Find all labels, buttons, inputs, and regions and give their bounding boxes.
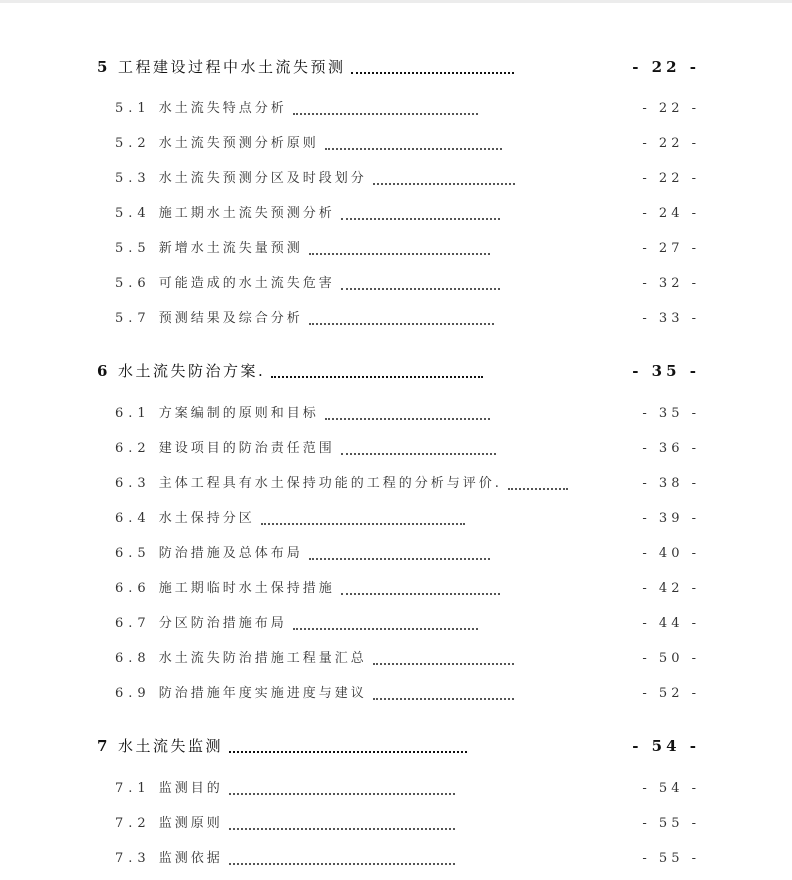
toc-entry-number: 6 [97, 362, 110, 380]
toc-entry-title [115, 403, 490, 425]
toc-entry-section-6-5[interactable] [0, 543, 792, 565]
toc-entry-section-5-5[interactable] [0, 238, 792, 260]
toc-entry-page: - 55 - [642, 851, 700, 866]
toc-entry-text: 方案编制的原则和目标 [158, 406, 319, 421]
toc-entry-page: - 33 - [642, 311, 700, 326]
toc-entry-section-7-3[interactable] [0, 848, 792, 870]
toc-entry-text: 水土流失防治方案. [117, 362, 266, 380]
toc-entry-text: 监测目的 [158, 781, 223, 796]
toc-entry-text: 新增水土流失量预测 [158, 241, 303, 256]
toc-entry-number: 5.7 [115, 311, 151, 326]
toc-entry-text: 水土流失特点分析 [158, 101, 287, 116]
toc-leader-dots [373, 684, 514, 700]
toc-entry-page: - 36 - [642, 441, 700, 456]
toc-entry-number: 7.3 [115, 851, 151, 866]
toc-entry-section-6-6[interactable] [0, 578, 792, 600]
toc-leader-dots [261, 509, 465, 525]
toc-entry-page: - 35 - [632, 362, 700, 380]
toc-entry-number: 6.3 [115, 476, 151, 491]
toc-entry-title [115, 848, 455, 870]
toc-entry-section-6-3[interactable] [0, 473, 792, 495]
toc-entry-number: 6.8 [115, 651, 151, 666]
toc-entry-title [115, 813, 455, 835]
toc-entry-number: 5.3 [115, 171, 151, 186]
toc-leader-dots [341, 439, 496, 455]
toc-entry-page: - 35 - [642, 406, 700, 421]
toc-entry-number: 6.6 [115, 581, 151, 596]
toc-entry-section-6-4[interactable] [0, 508, 792, 530]
toc-leader-dots [229, 737, 467, 753]
toc-entry-title [115, 543, 490, 565]
toc-entry-text: 监测依据 [158, 851, 223, 866]
toc-entry-page: - 44 - [642, 616, 700, 631]
toc-entry-title [115, 438, 496, 460]
toc-entry-number: 6.9 [115, 686, 151, 701]
toc-entry-number: 7.1 [115, 781, 151, 796]
toc-entry-text: 防治措施年度实施进度与建议 [158, 686, 367, 701]
toc-entry-title [115, 238, 490, 260]
toc-entry-section-5-2[interactable] [0, 133, 792, 155]
toc-entry-number: 6.5 [115, 546, 151, 561]
toc-entry-section-6-2[interactable] [0, 438, 792, 460]
page-top-rule [0, 0, 792, 3]
toc-entry-text: 主体工程具有水土保持功能的工程的分析与评价. [158, 476, 502, 491]
toc-entry-title [115, 98, 478, 120]
toc-entry-title [97, 735, 467, 757]
toc-entry-number: 7 [97, 737, 110, 755]
toc-entry-number: 5.4 [115, 206, 151, 221]
toc-entry-text: 施工期水土流失预测分析 [158, 206, 335, 221]
toc-entry-page: - 32 - [642, 276, 700, 291]
toc-entry-section-6-8[interactable] [0, 648, 792, 670]
toc-leader-dots [373, 169, 515, 185]
toc-leader-dots [309, 309, 494, 325]
toc-entry-number: 5 [97, 58, 110, 76]
toc-entry-number: 6.2 [115, 441, 151, 456]
toc-leader-dots [293, 614, 478, 630]
toc-leader-dots [325, 134, 502, 150]
toc-entry-title [115, 578, 500, 600]
toc-entry-text: 建设项目的防治责任范围 [158, 441, 335, 456]
toc-entry-title [115, 168, 515, 190]
toc-entry-title [97, 360, 483, 382]
toc-entry-section-7-1[interactable] [0, 778, 792, 800]
toc-leader-dots [351, 58, 514, 74]
toc-entry-section-6-1[interactable] [0, 403, 792, 425]
toc-entry-number: 5.2 [115, 136, 151, 151]
toc-entry-number: 7.2 [115, 816, 151, 831]
toc-entry-section-7-2[interactable] [0, 813, 792, 835]
toc-entry-text: 工程建设过程中水土流失预测 [117, 58, 346, 76]
toc-entry-page: - 50 - [642, 651, 700, 666]
toc-leader-dots [229, 814, 455, 830]
toc-entry-title [115, 473, 568, 495]
toc-entry-number: 6.4 [115, 511, 151, 526]
toc-leader-dots [271, 362, 483, 378]
toc-leader-dots [341, 204, 500, 220]
toc-entry-section-5-4[interactable] [0, 203, 792, 225]
toc-leader-dots [229, 849, 455, 865]
toc-entry-page: - 22 - [632, 58, 700, 76]
toc-entry-text: 监测原则 [158, 816, 223, 831]
toc-leader-dots [325, 404, 490, 420]
toc-leader-dots [341, 579, 500, 595]
toc-entry-page: - 22 - [642, 101, 700, 116]
toc-entry-text: 水土流失预测分区及时段划分 [158, 171, 367, 186]
toc-entry-title [115, 508, 465, 530]
toc-entry-number: 5.6 [115, 276, 151, 291]
toc-entry-page: - 40 - [642, 546, 700, 561]
toc-entry-page: - 22 - [642, 171, 700, 186]
toc-entry-section-5-7[interactable] [0, 308, 792, 330]
toc-entry-section-5-1[interactable] [0, 98, 792, 120]
toc-leader-dots [293, 99, 478, 115]
toc-entry-section-5-6[interactable] [0, 273, 792, 295]
toc-entry-title [115, 133, 502, 155]
toc-leader-dots [373, 649, 514, 665]
toc-leader-dots [341, 274, 500, 290]
toc-entry-page: - 24 - [642, 206, 700, 221]
toc-entry-title [97, 56, 514, 78]
toc-entry-title [115, 613, 478, 635]
toc-entry-number: 5.1 [115, 101, 151, 116]
toc-entry-text: 水土保持分区 [158, 511, 255, 526]
toc-entry-title [115, 203, 500, 225]
toc-leader-dots [309, 239, 490, 255]
toc-entry-chapter-6[interactable] [0, 360, 792, 382]
toc-entry-page: - 42 - [642, 581, 700, 596]
toc-entry-text: 防治措施及总体布局 [158, 546, 303, 561]
toc-entry-number: 6.7 [115, 616, 151, 631]
toc-entry-title [115, 648, 514, 670]
toc-entry-title [115, 683, 514, 705]
toc-entry-section-6-7[interactable] [0, 613, 792, 635]
toc-entry-number: 6.1 [115, 406, 151, 421]
toc-entry-title [115, 308, 494, 330]
toc-entry-page: - 54 - [632, 737, 700, 755]
toc-entry-title [115, 273, 500, 295]
toc-entry-chapter-7[interactable] [0, 735, 792, 757]
toc-entry-text: 水土流失预测分析原则 [158, 136, 319, 151]
toc-entry-page: - 52 - [642, 686, 700, 701]
toc-entry-text: 施工期临时水土保持措施 [158, 581, 335, 596]
toc-entry-number: 5.5 [115, 241, 151, 256]
toc-entry-section-6-9[interactable] [0, 683, 792, 705]
toc-entry-page: - 27 - [642, 241, 700, 256]
toc-entry-page: - 22 - [642, 136, 700, 151]
toc-entry-text: 水土流失防治措施工程量汇总 [158, 651, 367, 666]
toc-entry-text: 可能造成的水土流失危害 [158, 276, 335, 291]
toc-entry-page: - 38 - [642, 476, 700, 491]
toc-leader-dots [229, 779, 455, 795]
toc-entry-text: 预测结果及综合分析 [158, 311, 303, 326]
toc-entry-text: 水土流失监测 [117, 737, 223, 755]
toc-entry-text: 分区防治措施布局 [158, 616, 287, 631]
toc-entry-page: - 39 - [642, 511, 700, 526]
toc-entry-title [115, 778, 455, 800]
toc-entry-page: - 54 - [642, 781, 700, 796]
toc-entry-page: - 55 - [642, 816, 700, 831]
toc-entry-chapter-5[interactable] [0, 56, 792, 78]
toc-entry-section-5-3[interactable] [0, 168, 792, 190]
toc-leader-dots [508, 474, 568, 490]
toc-leader-dots [309, 544, 490, 560]
